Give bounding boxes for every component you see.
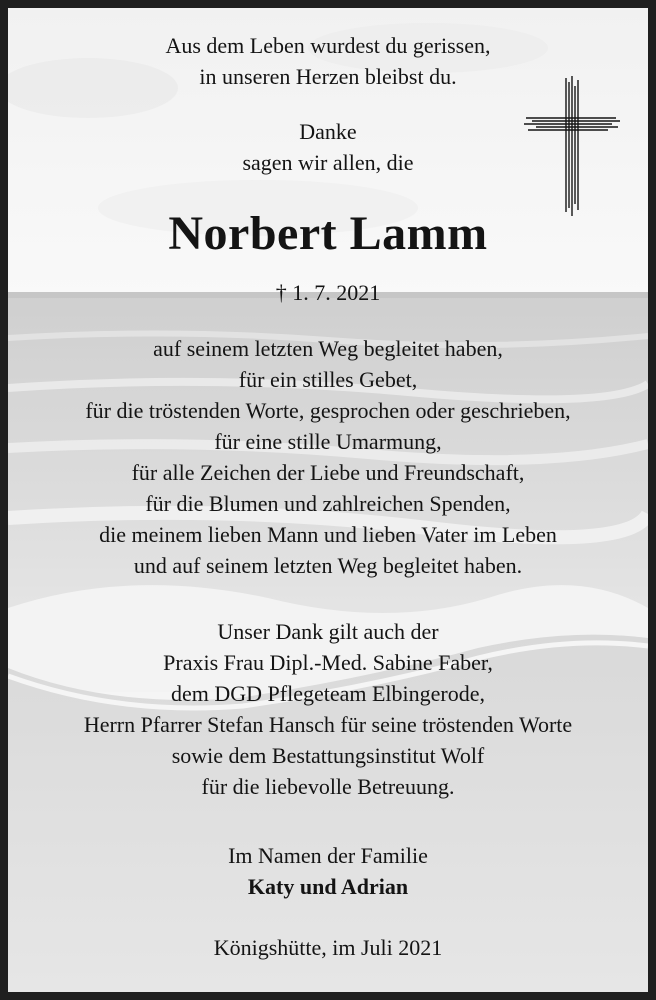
gratitude-line: für die tröstenden Worte, gesprochen oder geschrieben, xyxy=(85,398,571,423)
gratitude-line: für ein stilles Gebet, xyxy=(238,367,418,392)
gratitude-list xyxy=(8,333,648,581)
special-thanks-line: Herrn Pfarrer Stefan Hansch für seine tröstenden Worte xyxy=(83,712,573,737)
cross-icon xyxy=(524,76,620,216)
special-thanks-line: sowie dem Bestattungsinstitut Wolf xyxy=(171,743,485,768)
gratitude-line: für alle Zeichen der Liebe und Freundschaft, xyxy=(131,460,525,485)
place-date-line: Königshütte, im Juli 2021 xyxy=(213,935,443,960)
special-thanks-line: Unser Dank gilt auch der xyxy=(217,619,439,644)
quote-line: in unseren Herzen bleibst du. xyxy=(199,64,457,89)
gratitude-line: auf seinem letzten Weg begleitet haben, xyxy=(153,336,503,361)
family-intro: Im Namen der Familie xyxy=(228,843,428,868)
family-signature xyxy=(8,840,648,902)
family-names: Katy und Adrian xyxy=(247,874,409,899)
deceased-name: Norbert Lamm xyxy=(168,207,488,260)
special-thanks-line: für die liebevolle Betreuung. xyxy=(201,774,455,799)
thanks-intro-line: Danke xyxy=(299,119,357,144)
special-thanks xyxy=(8,616,648,802)
gratitude-line: für eine stille Umarmung, xyxy=(214,429,442,454)
gratitude-line: die meinem lieben Mann und lieben Vater im Leben xyxy=(99,522,557,547)
place-and-date xyxy=(8,932,648,963)
thanks-intro-line: sagen wir allen, die xyxy=(242,150,414,175)
gratitude-line: und auf seinem letzten Weg begleitet haben. xyxy=(133,553,523,578)
special-thanks-line: Praxis Frau Dipl.-Med. Sabine Faber, xyxy=(163,650,493,675)
special-thanks-line: dem DGD Pflegeteam Elbingerode, xyxy=(170,681,485,706)
gratitude-line: für die Blumen und zahlreichen Spenden, xyxy=(145,491,511,516)
death-date: † 1. 7. 2021 xyxy=(275,280,381,305)
quote-line: Aus dem Leben wurdest du gerissen, xyxy=(165,33,491,58)
